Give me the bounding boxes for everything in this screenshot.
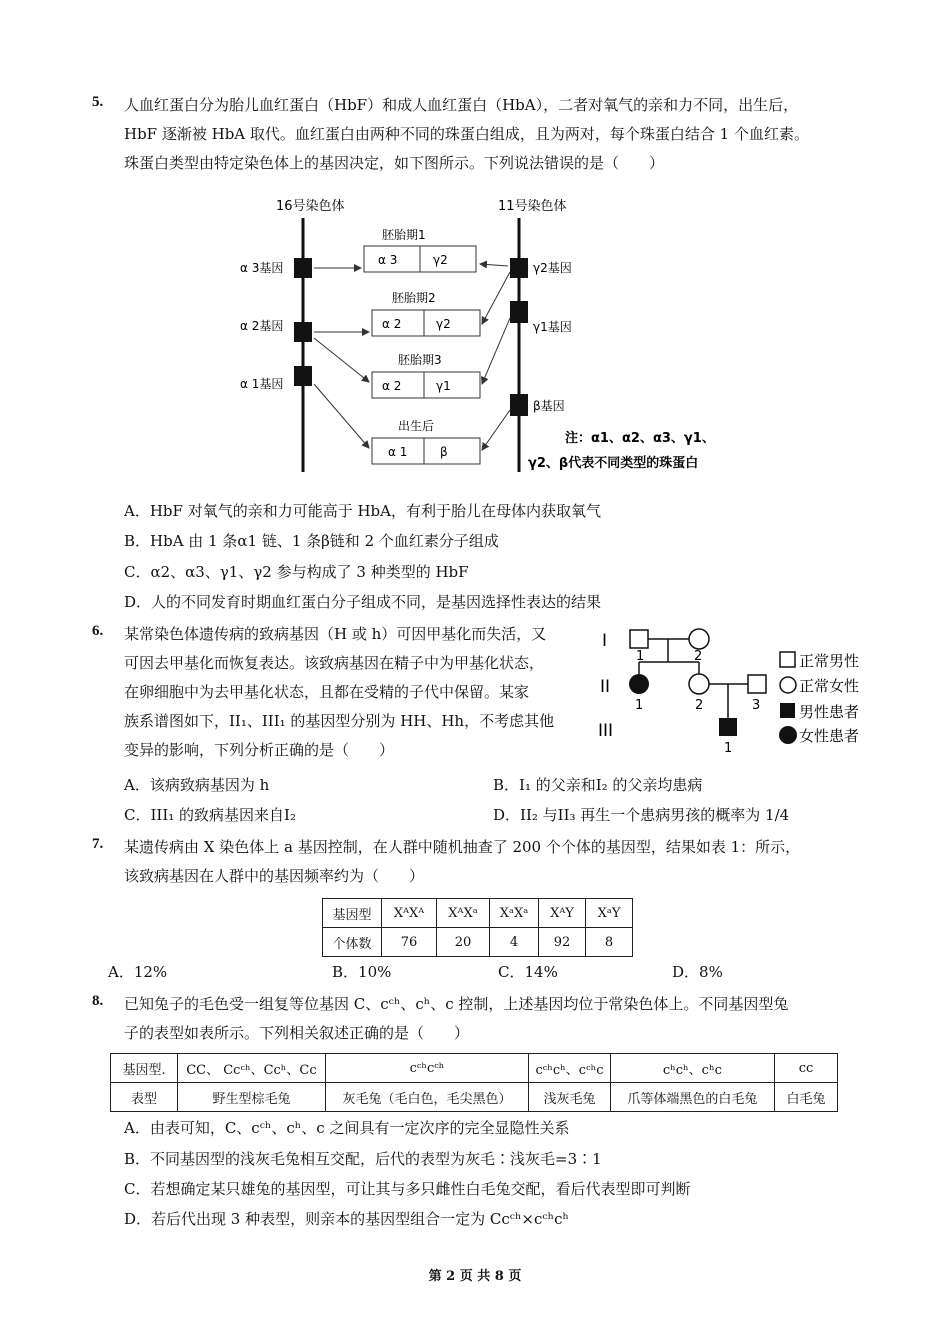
table-cell: XᵃY xyxy=(586,899,633,928)
q6-stem-line-3: 在卵细胞中为去甲基化状态，且都在受精的子代中保留。某家 xyxy=(124,683,530,701)
table-cell: 白毛兔 xyxy=(774,1083,837,1112)
legend-normal-female: 正常女性 xyxy=(799,677,860,695)
table-row xyxy=(111,1054,838,1083)
q7-genotype-table xyxy=(322,898,633,957)
alpha3-gene-box xyxy=(294,258,312,278)
q7-option-b: B．10% xyxy=(332,963,392,981)
table-cell: 20 xyxy=(437,928,490,957)
legend-affected-male-symbol xyxy=(780,703,795,718)
table-cell: 4 xyxy=(490,928,539,957)
I1-normal-male xyxy=(630,630,648,648)
alpha2-label: α 2基因 xyxy=(240,319,284,333)
II1-affected-female xyxy=(629,674,649,694)
stage1-left: α 3 xyxy=(378,253,398,267)
stage3-title: 胚胎期3 xyxy=(398,353,442,367)
q7-stem-line-1: 某遗传病由 X 染色体上 a 基因控制，在人群中随机抽查了 200 个个体的基因型，结果如表 1：所示， xyxy=(124,838,801,856)
II3-normal-male xyxy=(748,675,766,693)
table-cell: 基因型. xyxy=(111,1054,178,1083)
table-cell: cc xyxy=(774,1054,837,1083)
q8-stem-line-1: 已知兔子的毛色受一组复等位基因 C、cᶜʰ、cʰ、c 控制，上述基因均位于常染色体上。不同基因型兔 xyxy=(124,995,789,1013)
table-row xyxy=(323,928,633,957)
III1-affected-male xyxy=(719,718,737,736)
table-cell: cᶜʰcᶜʰ xyxy=(325,1054,528,1083)
q5-stem-line-3: 珠蛋白类型由特定染色体上的基因决定，如下图所示。下列说法错误的是（ ） xyxy=(124,154,665,172)
q8-option-a: A．由表可知，C、cᶜʰ、cʰ、c 之间具有一定次序的完全显隐性关系 xyxy=(124,1119,570,1137)
legend-normal-male: 正常男性 xyxy=(799,652,860,670)
alpha1-label: α 1基因 xyxy=(240,377,284,391)
II2-normal-female xyxy=(689,674,709,694)
stage2-title: 胚胎期2 xyxy=(392,291,436,305)
stage2-left: α 2 xyxy=(382,317,402,331)
table-cell: 表型 xyxy=(111,1083,178,1112)
q7-stem-line-2: 该致病基因在人群中的基因频率约为（ ） xyxy=(124,867,425,885)
q8-number: 8. xyxy=(92,993,104,1009)
q8-option-b: B．不同基因型的浅灰毛兔相互交配，后代的表型为灰毛∶浅灰毛=3∶1 xyxy=(124,1150,602,1168)
stage2-right: γ2 xyxy=(436,317,451,331)
q5-option-b: B．HbA 由 1 条α1 链、1 条β链和 2 个血红素分子组成 xyxy=(124,532,499,550)
table-cell: cᶜʰcʰ、cᶜʰc xyxy=(529,1054,611,1083)
stage3-left: α 2 xyxy=(382,379,402,393)
q8-option-c: C．若想确定某只雄兔的基因型，可让其与多只雌性白毛兔交配，看后代表型即可判断 xyxy=(124,1180,691,1198)
pedigree-chart xyxy=(596,622,886,762)
q8-option-d: D．若后代出现 3 种表型，则亲本的基因型组合一定为 Ccᶜʰ×cᶜʰcʰ xyxy=(124,1210,569,1228)
I2-number: 2 xyxy=(694,649,703,664)
stage4-title: 出生后 xyxy=(398,419,435,433)
q6-option-d: D．II₂ 与II₃ 再生一个患病男孩的概率为 1/4 xyxy=(493,806,790,824)
q6-stem-line-5: 变异的影响，下列分析正确的是（ ） xyxy=(124,741,395,759)
stage1-title: 胚胎期1 xyxy=(382,228,426,242)
gamma2-label: γ2基因 xyxy=(533,261,572,275)
generation-I: I xyxy=(602,631,608,651)
q7-number: 7. xyxy=(92,836,104,852)
generation-II: II xyxy=(600,677,611,697)
table-cell: 8 xyxy=(586,928,633,957)
chr16-label: 16号染色体 xyxy=(276,199,345,214)
alpha3-label: α 3基因 xyxy=(240,261,284,275)
diagram-note-line-2: γ2、β代表不同类型的珠蛋白 xyxy=(528,456,699,471)
stage4-left: α 1 xyxy=(388,445,408,459)
q5-option-c: C．α2、α3、γ1、γ2 参与构成了 3 种类型的 HbF xyxy=(124,563,469,581)
q5-stem-line-1: 人血红蛋白分为胎儿血红蛋白（HbF）和成人血红蛋白（HbA），二者对氧气的亲和力不同，出生后， xyxy=(124,96,799,114)
table-cell: XᵃXᵃ xyxy=(490,899,539,928)
table-cell: XᴬXᴬ xyxy=(382,899,437,928)
table-cell: 灰毛兔（毛白色，毛尖黑色） xyxy=(325,1083,528,1112)
gamma2-gene-box xyxy=(510,258,528,278)
stage3-right: γ1 xyxy=(436,379,451,393)
legend-normal-male-symbol xyxy=(780,652,795,667)
page-footer: 第 2 页 共 8 页 xyxy=(428,1269,522,1284)
q6-option-c: C．III₁ 的致病基因来自I₂ xyxy=(124,806,296,824)
table-cell: 76 xyxy=(382,928,437,957)
q8-stem-line-2: 子的表型如表所示。下列相关叙述正确的是（ ） xyxy=(124,1024,470,1042)
table-cell: 野生型棕毛兔 xyxy=(178,1083,326,1112)
chr11-label: 11号染色体 xyxy=(498,199,567,214)
legend-affected-male: 男性患者 xyxy=(799,703,860,721)
alpha1-gene-box xyxy=(294,366,312,386)
table-cell: 浅灰毛兔 xyxy=(529,1083,611,1112)
I1-number: 1 xyxy=(636,649,645,664)
table-cell: 92 xyxy=(539,928,586,957)
q6-number: 6. xyxy=(92,623,104,639)
I2-normal-female xyxy=(689,629,709,649)
hemoglobin-gene-diagram xyxy=(230,190,730,480)
stage4-right: β xyxy=(440,445,448,459)
q7-option-d: D．8% xyxy=(672,963,723,981)
table-cell: 个体数 xyxy=(323,928,382,957)
II2-number: 2 xyxy=(695,698,704,713)
II3-number: 3 xyxy=(752,698,761,713)
generation-III: III xyxy=(598,721,614,741)
II1-number: 1 xyxy=(635,698,644,713)
table-row xyxy=(323,899,633,928)
beta-label: β基因 xyxy=(533,399,565,413)
table-cell: cʰcʰ、cʰc xyxy=(610,1054,774,1083)
legend-affected-female-symbol xyxy=(779,726,797,744)
q6-option-a: A．该病致病基因为 h xyxy=(124,776,270,794)
III1-number: 1 xyxy=(724,741,733,756)
q7-option-c: C．14% xyxy=(498,963,558,981)
legend-normal-female-symbol xyxy=(780,677,796,693)
table-row xyxy=(111,1083,838,1112)
q5-option-d: D．人的不同发育时期血红蛋白分子组成不同，是基因选择性表达的结果 xyxy=(124,593,602,611)
beta-gene-box xyxy=(510,394,528,416)
table-cell: 基因型 xyxy=(323,899,382,928)
gamma1-gene-box xyxy=(510,301,528,323)
q6-option-b: B．I₁ 的父亲和I₂ 的父亲均患病 xyxy=(493,776,703,794)
gamma1-label: γ1基因 xyxy=(533,320,572,334)
table-cell: XᴬXᵃ xyxy=(437,899,490,928)
legend-affected-female: 女性患者 xyxy=(799,727,860,745)
alpha2-gene-box xyxy=(294,322,312,342)
q7-option-a: A．12% xyxy=(108,963,168,981)
stage1-right: γ2 xyxy=(433,253,448,267)
table-cell: XᴬY xyxy=(539,899,586,928)
q6-stem-line-4: 族系谱图如下，II₁、III₁ 的基因型分别为 HH、Hh，不考虑其他 xyxy=(124,712,555,730)
q6-stem-line-1: 某常染色体遗传病的致病基因（H 或 h）可因甲基化而失活，又 xyxy=(124,625,547,643)
table-cell: CC、 Ccᶜʰ、Ccʰ、Cc xyxy=(178,1054,326,1083)
q6-stem-line-2: 可因去甲基化而恢复表达。该致病基因在精子中为甲基化状态， xyxy=(124,654,545,672)
q8-phenotype-table xyxy=(110,1053,838,1112)
table-cell: 爪等体端黑色的白毛兔 xyxy=(610,1083,774,1112)
diagram-note-line-1: 注：α1、α2、α3、γ1、 xyxy=(565,431,715,446)
q5-number: 5. xyxy=(92,94,104,110)
q5-option-a: A．HbF 对氧气的亲和力可能高于 HbA，有利于胎儿在母体内获取氧气 xyxy=(124,502,601,520)
q5-stem-line-2: HbF 逐渐被 HbA 取代。血红蛋白由两种不同的珠蛋白组成，且为两对，每个珠蛋白结合 1 个血红素。 xyxy=(124,125,809,143)
